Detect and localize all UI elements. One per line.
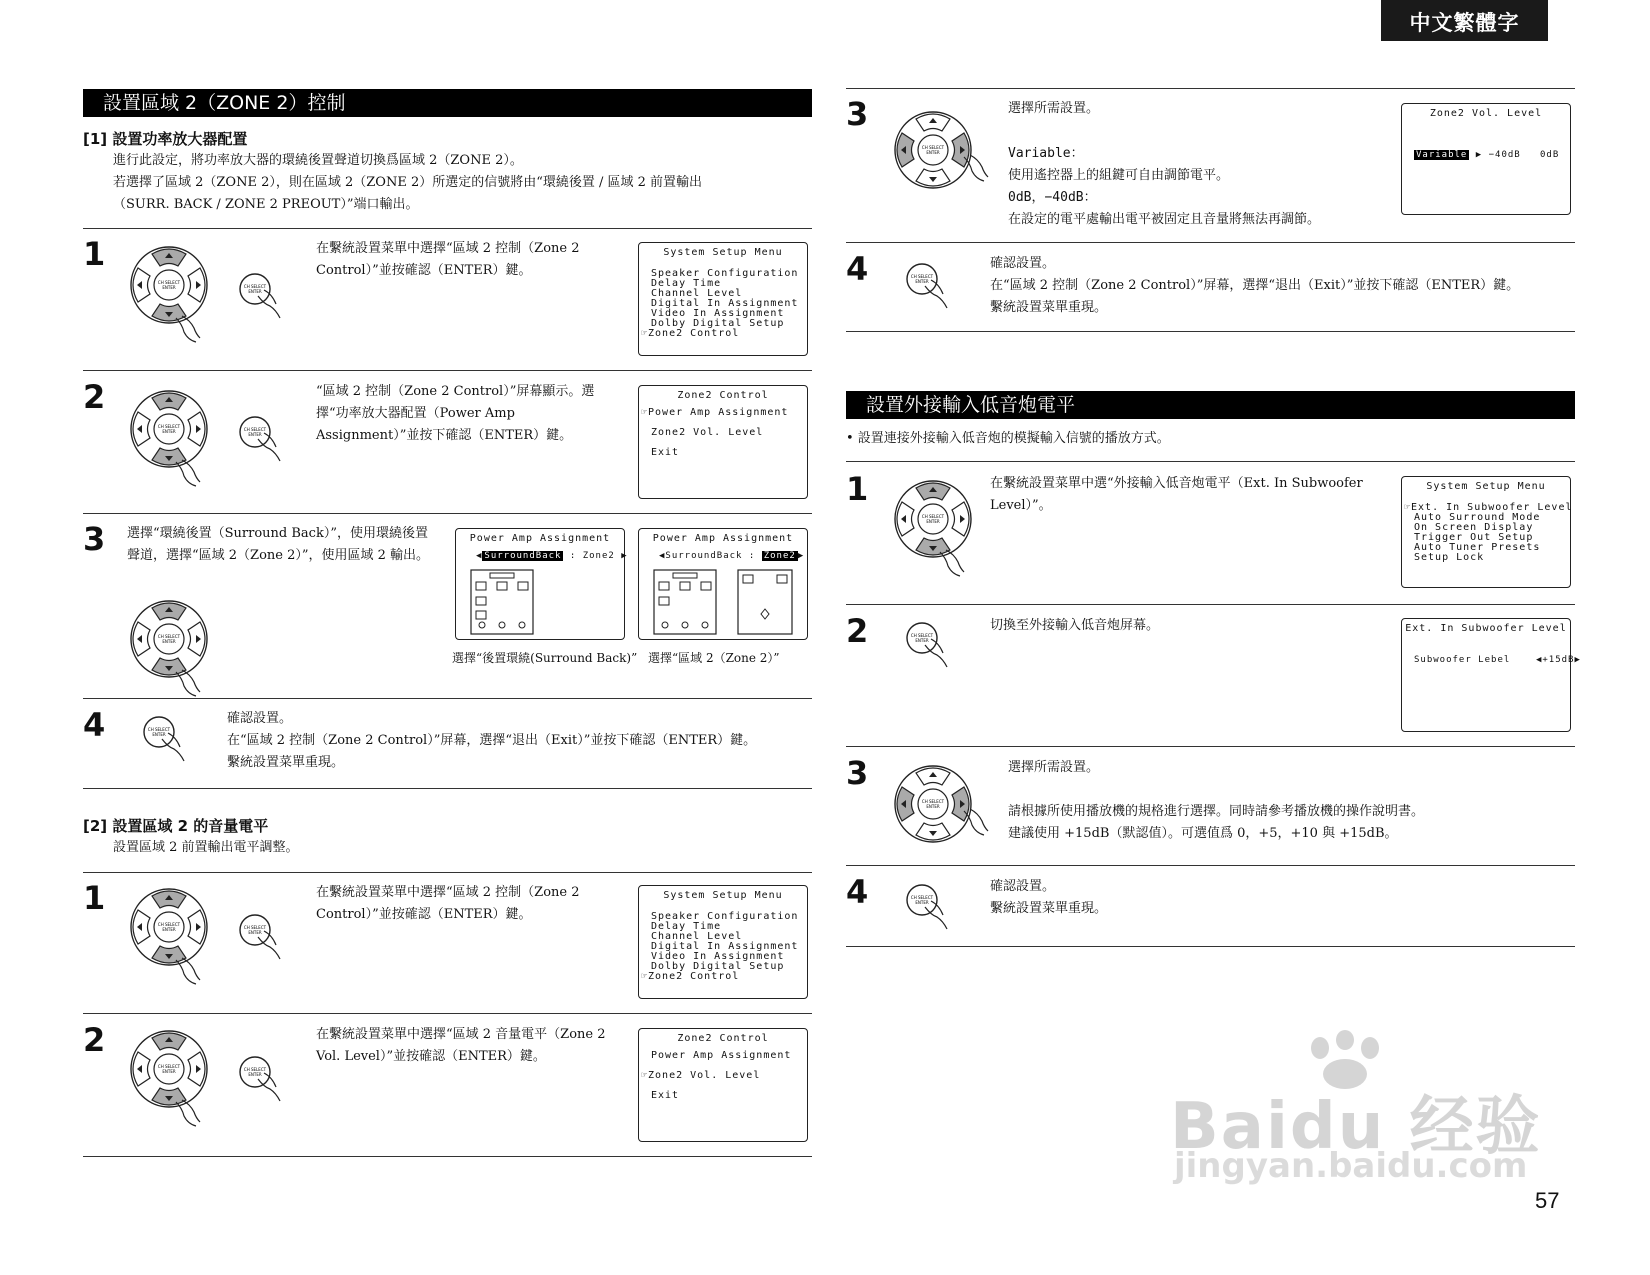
svg-text:CH SELECT: CH SELECT — [243, 1067, 267, 1072]
screen-title: Power Amp Assignment — [469, 533, 611, 544]
step-number: 1 — [83, 879, 106, 917]
svg-text:ENTER: ENTER — [915, 638, 929, 643]
divider — [83, 1156, 812, 1157]
screen-title: Zone2 Control — [677, 1033, 769, 1044]
screen-menu-item: Trigger Out Setup — [1414, 532, 1534, 543]
option-desc-variable: 使用遙控器上的組鍵可自由調節電平。 — [1008, 168, 1230, 183]
osd-screen-pa-surround — [455, 528, 628, 640]
watermark-brand-3: 经验 — [1409, 1090, 1542, 1164]
svg-text:ENTER: ENTER — [162, 429, 176, 434]
step-text: “區域 2 控制（Zone 2 Control）”屏幕顯示。選擇“功率放大器配置（Power Amp Assignment）”並按下確認（ENTER）鍵。 — [316, 384, 595, 443]
svg-text:ENTER: ENTER — [162, 285, 176, 290]
vol-options: Variable ▶ −40dB 0dB — [1416, 150, 1560, 160]
svg-text:CH SELECT: CH SELECT — [147, 727, 171, 732]
remote-dpad-icon — [892, 763, 974, 845]
divider — [846, 746, 1575, 747]
enter-button-icon — [238, 913, 272, 947]
screen-title: Power Amp Assignment — [652, 533, 794, 544]
osd-screen-system-menu — [1401, 476, 1571, 588]
screen-menu-item: ☞Power Amp Assignment — [641, 407, 789, 418]
step-number: 4 — [846, 873, 869, 911]
enter-button-icon — [238, 415, 272, 449]
svg-text:ENTER: ENTER — [162, 927, 176, 932]
screen-menu-item: Auto Tuner Presets — [1414, 542, 1541, 553]
screen-menu-item: Video In Assignment — [651, 308, 785, 319]
svg-text:CH SELECT: CH SELECT — [910, 895, 934, 900]
osd-screen-vol-level — [1401, 103, 1571, 215]
step-number: 3 — [83, 520, 106, 558]
screen-menu-item: Dolby Digital Setup — [651, 318, 785, 329]
option-label-fixed: 0dB，−40dB： — [1008, 190, 1097, 205]
divider — [83, 788, 812, 789]
svg-text:ENTER: ENTER — [915, 279, 929, 284]
enter-button-icon — [238, 272, 272, 306]
remote-dpad-icon — [892, 109, 974, 191]
watermark-brand-2: du — [1289, 1090, 1386, 1164]
section-title-zone2: 設置區域 2（ZONE 2）控制 — [83, 89, 812, 117]
divider — [83, 872, 812, 873]
step-number: 2 — [846, 612, 869, 650]
osd-screen-system-menu — [638, 242, 808, 356]
screen-menu-item: Zone2 Vol. Level — [651, 427, 764, 438]
intro-text-2: 若選擇了區域 2（ZONE 2），則在區域 2（ZONE 2）所選定的信號將由“環繞後置 / 區域 2 前置輸出 — [113, 175, 703, 190]
step-text: 確認設置。 — [227, 711, 293, 726]
divider — [83, 370, 812, 371]
screen-menu-item: Channel Level — [651, 288, 743, 299]
screen-menu-item: Setup Lock — [1414, 552, 1485, 563]
baidu-watermark-logo — [1170, 1030, 1550, 1186]
bullet-text: • 設置連接外接輸入低音炮的模擬輸入信號的播放方式。 — [846, 431, 1170, 446]
svg-text:ENTER: ENTER — [926, 804, 940, 809]
svg-text:ENTER: ENTER — [248, 930, 262, 935]
screen-title: Zone2 Vol. Level — [1429, 108, 1543, 119]
svg-text:ENTER: ENTER — [926, 519, 940, 524]
svg-text:CH SELECT: CH SELECT — [157, 280, 181, 285]
zone2-speaker-icon — [737, 569, 793, 635]
step-number: 1 — [83, 235, 106, 273]
screen-menu-item: Delay Time — [651, 921, 722, 932]
step-number: 4 — [846, 250, 869, 288]
screen-menu-item: Video In Assignment — [651, 951, 785, 962]
step-text: 在繫統設置菜單中選“外接輸入低音炮電平（Ext. In Subwoofer Level）”。 — [990, 476, 1363, 513]
screen-menu-item: Speaker Configuration — [651, 268, 799, 279]
screen-menu-item: ☞Ext. In Subwoofer Level — [1404, 502, 1573, 513]
step-text: 選擇所需設置。 — [1008, 101, 1100, 116]
osd-screen-ext-subwoofer — [1401, 618, 1581, 732]
remote-dpad-icon — [128, 886, 210, 968]
step-number: 4 — [83, 706, 106, 744]
screen-menu-item: ☞Zone2 Control — [641, 971, 740, 982]
step-text: 繫統設置菜單重現。 — [227, 755, 345, 770]
screen-title: Zone2 Control — [677, 390, 769, 401]
remote-dpad-icon — [892, 478, 974, 560]
step-text: 在“區域 2 控制（Zone 2 Control）”屏幕，選擇“退出（Exit）”並按下確認（ENTER）鍵。 — [227, 733, 757, 748]
remote-dpad-icon — [128, 388, 210, 470]
svg-text:ENTER: ENTER — [926, 150, 940, 155]
divider — [83, 1013, 812, 1014]
svg-text:CH SELECT: CH SELECT — [243, 284, 267, 289]
step-text: 繫統設置菜單重現。 — [990, 901, 1108, 916]
divider — [846, 604, 1575, 605]
screen-menu-item: ☞Zone2 Control — [641, 328, 740, 339]
remote-dpad-icon — [128, 1028, 210, 1110]
screen-title: System Setup Menu — [1426, 481, 1546, 492]
screen-menu-item: On Screen Display — [1414, 522, 1534, 533]
screen-menu-item: Exit — [651, 447, 680, 458]
subsection-title-amp: [1] 設置功率放大器配置 — [83, 130, 248, 148]
screen-title: System Setup Menu — [663, 247, 783, 258]
step-number: 3 — [846, 95, 869, 133]
section-title-subwoofer: 設置外接輸入低音炮電平 — [846, 391, 1575, 419]
divider — [83, 698, 812, 699]
intro-text-1: 進行此設定，將功率放大器的環繞後置聲道切換爲區域 2（ZONE 2）。 — [113, 153, 523, 168]
step-text: 繫統設置菜單重現。 — [990, 300, 1108, 315]
svg-text:CH SELECT: CH SELECT — [157, 424, 181, 429]
intro-text: 設置區域 2 前置輸出電平調整。 — [113, 840, 299, 855]
speaker-layout-icon — [653, 569, 717, 635]
step-text: 請根據所使用播放機的規格進行選擇。同時請參考播放機的操作說明書。 — [1008, 804, 1425, 819]
enter-button-icon — [905, 883, 939, 917]
svg-text:CH SELECT: CH SELECT — [921, 799, 945, 804]
divider — [846, 242, 1575, 243]
screen-menu-item: Delay Time — [651, 278, 722, 289]
svg-text:ENTER: ENTER — [915, 900, 929, 905]
screen-menu-item: Exit — [651, 1090, 680, 1101]
step-text: 確認設置。 — [990, 879, 1056, 894]
watermark-brand: Bai — [1170, 1090, 1290, 1164]
subsection-title-volume: [2] 設置區域 2 的音量電平 — [83, 817, 269, 835]
enter-button-icon — [905, 262, 939, 296]
remote-dpad-icon — [128, 598, 210, 680]
enter-button-icon — [238, 1055, 272, 1089]
caption-zone2: 選擇“區域 2（Zone 2）” — [648, 651, 780, 665]
screen-menu-item: Digital In Assignment — [651, 298, 799, 309]
enter-button-icon — [142, 715, 176, 749]
step-text: 選擇所需設置。 — [1008, 760, 1100, 775]
screen-title: System Setup Menu — [663, 890, 783, 901]
svg-text:CH SELECT: CH SELECT — [157, 922, 181, 927]
step-number: 2 — [83, 378, 106, 416]
divider — [846, 331, 1575, 332]
pa-selector: ◀SurroundBack : Zone2 ▶ — [659, 551, 805, 561]
svg-text:ENTER: ENTER — [248, 432, 262, 437]
screen-title: Ext. In Subwoofer Level — [1405, 623, 1567, 634]
divider — [846, 946, 1575, 947]
svg-text:CH SELECT: CH SELECT — [921, 145, 945, 150]
svg-text:CH SELECT: CH SELECT — [910, 274, 934, 279]
language-tab: 中文繁體字 — [1381, 0, 1548, 41]
divider — [846, 461, 1575, 462]
divider — [83, 228, 812, 229]
page-number: 57 — [1535, 1188, 1560, 1213]
step-text: 在繫統設置菜單中選擇“區域 2 控制（Zone 2 Control）”並按確認（ENTER）鍵。 — [316, 885, 580, 922]
enter-button-icon — [905, 621, 939, 655]
step-text: 在繫統設置菜單中選擇“區域 2 控制（Zone 2 Control）”並按確認（ENTER）鍵。 — [316, 241, 580, 278]
svg-text:ENTER: ENTER — [152, 732, 166, 737]
osd-screen-pa-zone2 — [638, 528, 808, 640]
option-desc-fixed: 在設定的電平處輸出電平被固定且音量將無法再調節。 — [1008, 212, 1321, 227]
svg-text:ENTER: ENTER — [248, 1072, 262, 1077]
svg-text:CH SELECT: CH SELECT — [243, 427, 267, 432]
pa-selector: ◀ SurroundBack : Zone2 ▶ — [476, 551, 628, 561]
step-number: 3 — [846, 754, 869, 792]
speaker-layout-icon — [470, 569, 534, 635]
osd-screen-zone2-control — [638, 1028, 808, 1142]
step-number: 1 — [846, 470, 869, 508]
intro-text-3: （SURR. BACK / ZONE 2 PREOUT）”端口輸出。 — [113, 197, 419, 212]
svg-text:CH SELECT: CH SELECT — [910, 633, 934, 638]
watermark-url: jingyan.baidu.com — [1174, 1146, 1528, 1186]
step-text: 確認設置。 — [990, 256, 1056, 271]
option-label-variable: Variable： — [1008, 146, 1084, 161]
step-text: 建議使用 +15dB（默認值）。可選值爲 0，+5，+10 與 +15dB。 — [1008, 826, 1398, 841]
divider — [83, 513, 812, 514]
screen-menu-item: Digital In Assignment — [651, 941, 799, 952]
step-text: 在繫統設置菜單中選擇“區域 2 音量電平（Zone 2 Vol. Level）”並按確認（ENTER）鍵。 — [316, 1027, 606, 1064]
screen-menu-item: ☞Zone2 Vol. Level — [641, 1070, 761, 1081]
screen-menu-item: Speaker Configuration — [651, 911, 799, 922]
screen-menu-item: Auto Surround Mode — [1414, 512, 1541, 523]
screen-menu-item: Power Amp Assignment — [651, 1050, 792, 1061]
screen-menu-item: Channel Level — [651, 931, 743, 942]
step-number: 2 — [83, 1021, 106, 1059]
osd-screen-system-menu — [638, 885, 808, 999]
remote-dpad-icon — [128, 244, 210, 326]
caption-surround-back: 選擇“後置環繞(Surround Back)” — [452, 651, 638, 665]
svg-text:CH SELECT: CH SELECT — [157, 634, 181, 639]
svg-text:CH SELECT: CH SELECT — [243, 925, 267, 930]
divider — [846, 865, 1575, 866]
step-text: 切換至外接輸入低音炮屏幕。 — [990, 618, 1160, 633]
svg-text:ENTER: ENTER — [248, 289, 262, 294]
osd-screen-zone2-control — [638, 385, 808, 499]
step-text: 選擇“環繞後置（Surround Back）”，使用環繞後置聲道，選擇“區域 2（Zone 2）”，使用區域 2 輸出。 — [127, 526, 430, 563]
svg-text:CH SELECT: CH SELECT — [921, 514, 945, 519]
svg-text:ENTER: ENTER — [162, 639, 176, 644]
subwoofer-level-row: Subwoofer Lebel ◀+15dB▶ — [1414, 655, 1581, 665]
screen-menu-item: Dolby Digital Setup — [651, 961, 785, 972]
step-text: 在“區域 2 控制（Zone 2 Control）”屏幕，選擇“退出（Exit）”並按下確認（ENTER）鍵。 — [990, 278, 1520, 293]
svg-text:CH SELECT: CH SELECT — [157, 1064, 181, 1069]
svg-text:ENTER: ENTER — [162, 1069, 176, 1074]
divider — [846, 88, 1575, 89]
